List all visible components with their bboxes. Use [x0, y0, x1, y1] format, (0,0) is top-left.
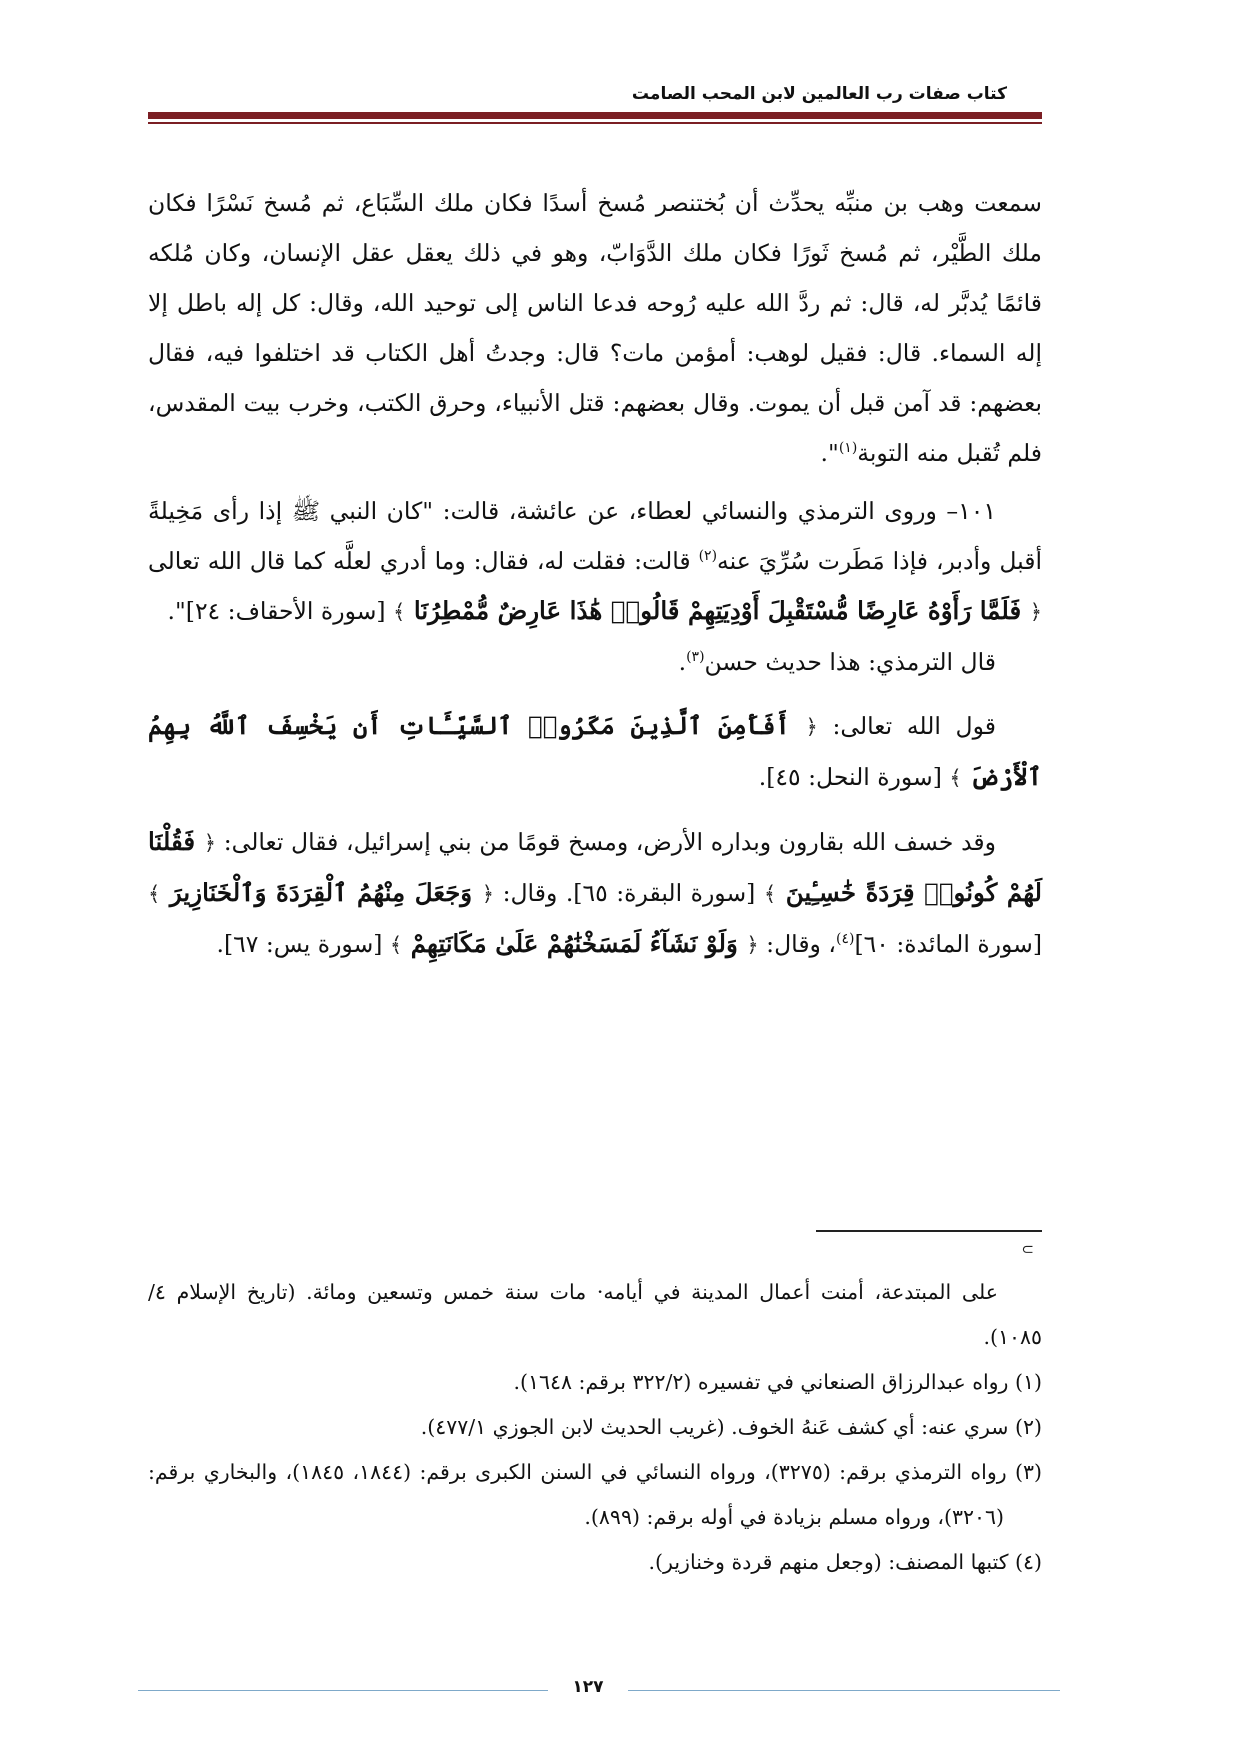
footnote-continuation-mark: ⊃ — [1021, 1240, 1034, 1258]
quran-bracket-close: ﴾ — [763, 882, 777, 906]
footnotes-section — [148, 1270, 1042, 1585]
running-header-title: كتاب صفات رب العالمين لابن المحب الصامت — [631, 84, 1007, 104]
page-number: ١٢٧ — [572, 1677, 604, 1697]
quran-bracket-close: ﴾ — [389, 933, 403, 957]
footnote-continuation: على المبتدعة، أمنت أعمال المدينة في أيامه· مات سنة خمس وتسعين ومائة. (تاريخ الإسلام ٤/ ١٠٨٥). — [148, 1280, 1042, 1349]
footnote-ref-1: (١) — [838, 440, 858, 457]
footnote-3: (٣) رواه الترمذي برقم: (٣٢٧٥)، ورواه النسائي في السنن الكبرى برقم: (١٨٤٤، ١٨٤٥)، والبخاري برقم: (٣٢٠٦)، ورواه مسلم بزيادة في أوله برقم: (٨٩٩). — [148, 1460, 1042, 1529]
quran-bracket-open: ﴿ — [805, 715, 818, 739]
footnote-ref-4: (٤) — [835, 931, 855, 948]
footnote-ref-3: (٣) — [686, 649, 705, 666]
quran-bracket-open: ﴿ — [481, 882, 495, 906]
quran-verse-nahl: أَفَأَمِنَ ٱلَّذِينَ مَكَرُوا۟ ٱلسَّيِّـَٔاتِ أَن يَخْسِفَ ٱللَّهُ بِهِمُ ٱلْأَرْضَ — [148, 711, 1042, 791]
quran-bracket-open: ﴿ — [1029, 600, 1042, 624]
main-text — [148, 178, 1042, 970]
footnote-2: (٢) سري عنه: أي كشف عَنهُ الخوف. (غريب الحديث لابن الجوزي ٤٧٧/١). — [420, 1415, 1042, 1439]
quran-bracket-open: ﴿ — [746, 933, 759, 957]
footer-rule-right — [628, 1690, 1060, 1691]
quran-verse-yasin: وَلَوْ نَشَآءُ لَمَسَخْنَٰهُمْ عَلَىٰ مَكَانَتِهِمْ — [402, 929, 747, 958]
footnote-separator — [816, 1230, 1042, 1232]
footer-rule-left — [138, 1690, 548, 1691]
paragraph-nahl-verse: قول الله تعالى: ﴿ أَفَأَمِنَ ٱلَّذِينَ مَكَرُوا۟ ٱلسَّيِّـَٔاتِ أَن يَخْسِفَ ٱللَّهُ بِهِمُ ٱلْأَرْضَ ﴾ [سورة النحل: ٤٥]. — [148, 711, 1042, 791]
footnote-1: (١) رواه عبدالرزاق الصنعاني في تفسيره (٣٢٢/٢ برقم: ١٦٤٨). — [513, 1370, 1042, 1394]
paragraph-tirmidhi-grading: قال الترمذي: هذا حديث حسن$^{(٣)}$. — [678, 648, 996, 676]
quran-bracket-close: ﴾ — [148, 882, 161, 906]
header-rule-thick — [148, 112, 1042, 119]
quran-bracket-close: ﴾ — [949, 766, 962, 790]
quran-verse-maidah: وَجَعَلَ مِنْهُمُ ٱلْقِرَدَةَ وَٱلْخَنَازِيرَ — [160, 878, 482, 907]
footnote-ref-2: (٢) — [698, 548, 718, 565]
quran-bracket-close: ﴾ — [393, 600, 406, 624]
quran-verse-ahqaf: فَلَمَّا رَأَوْهُ عَارِضًا مُّسْتَقْبِلَ أَوْدِيَتِهِمْ قَالُوا۟ هَٰذَا عَارِضٌ مُّمْطِرُنَا — [405, 596, 1030, 625]
header-rule-thin — [148, 122, 1042, 124]
paragraph-wahb-narration: سمعت وهب بن منبِّه يحدِّث أن بُختنصر مُسخ أسدًا فكان ملك السِّبَاع، ثم مُسخ نَسْرًا فكان ملك الطَّيْر، ثم مُسخ ثَورًا فكان ملك الدَّوَابّ، وهو في ذلك يعقل عقل الإنسان، وكان مُلكه قائمًا يُدبَّر له، قال: ثم ردَّ الله عليه رُوحه فدعا الناس إلى توحيد الله، وقال: كل إله باطل إلا إله السماء. قال: فقيل لوهب: أمؤمن مات؟ قال: وجدتُ أهل الكتاب قد اختلفوا فيه، فقال بعضهم: قد آمن قبل أن يموت. وقال بعضهم: قتل الأنبياء، وحرق الكتب، وخرب بيت المقدس، فلم تُقبل منه التوبة$^{(١)}$". — [148, 189, 1042, 467]
paragraph-qarun: وقد خسف الله بقارون وبداره الأرض، ومسخ قومًا من بني إسرائيل، فقال تعالى: ﴿ فَقُلْنَا لَهُمْ كُونُوا۟ قِرَدَةً خَٰسِـِٔينَ ﴾ [سورة البقرة: ٦٥]. وقال: ﴿ وَجَعَلَ مِنْهُمُ ٱلْقِرَدَةَ وَٱلْخَنَازِيرَ ﴾ [سورة المائدة: ٦٠]$^{(٤)}$، وقال: ﴿ وَلَوْ نَشَآءُ لَمَسَخْنَٰهُمْ عَلَىٰ مَكَانَتِهِمْ ﴾ [سورة يس: ٦٧]. — [148, 827, 1042, 958]
footnote-4: (٤) كتبها المصنف: (وجعل منهم قردة وخنازير). — [648, 1550, 1042, 1574]
quran-verse-baqarah: فَقُلْنَا لَهُمْ كُونُوا۟ قِرَدَةً خَٰسِـِٔينَ — [148, 827, 1042, 907]
paragraph-hadith-101: ١٠١– وروى الترمذي والنسائي لعطاء، عن عائشة، قالت: "كان النبي ﷺ إذا رأى مَخِيلةً أقبل وأدبر، فإذا مَطَرت سُرِّيَ عنه$^{(٢)}$ قالت: فقلت له، فقال: وما أدري لعلَّه كما قال الله تعالى ﴿ فَلَمَّا رَأَوْهُ عَارِضًا مُّسْتَقْبِلَ أَوْدِيَتِهِمْ قَالُوا۟ هَٰذَا عَارِضٌ مُّمْطِرُنَا ﴾ [سورة الأحقاف: ٢٤]". — [148, 497, 1042, 625]
quran-bracket-open: ﴿ — [203, 831, 217, 855]
